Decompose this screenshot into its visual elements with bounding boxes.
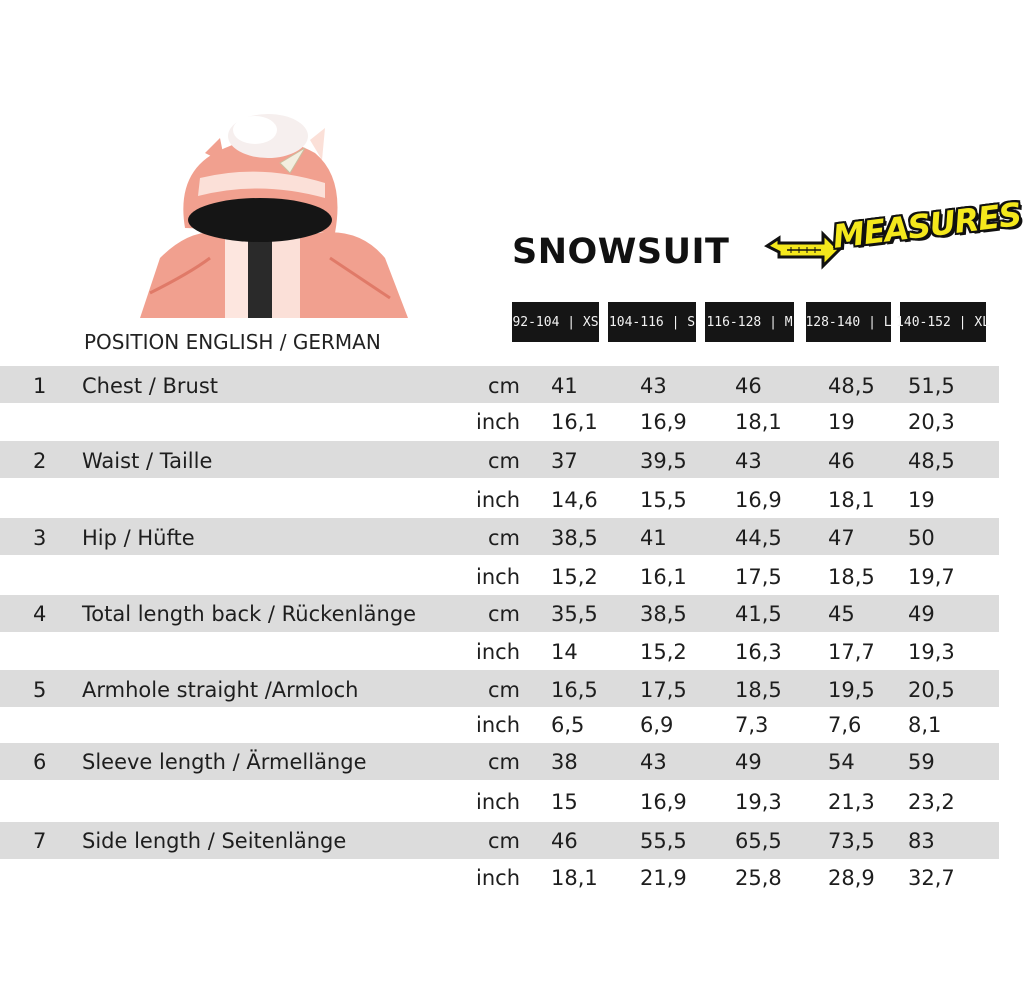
page-title: SNOWSUIT xyxy=(512,232,730,272)
value-cell: 19,5 xyxy=(828,678,875,702)
value-cell: 59 xyxy=(908,750,935,774)
value-cell: 41 xyxy=(640,526,667,550)
value-cell: 14 xyxy=(551,640,578,664)
value-cell: 16,1 xyxy=(551,410,598,434)
value-cell: 41,5 xyxy=(735,602,782,626)
value-cell: 37 xyxy=(551,449,578,473)
unit-label: inch xyxy=(476,866,520,890)
value-cell: 8,1 xyxy=(908,713,942,737)
value-cell: 35,5 xyxy=(551,602,598,626)
value-cell: 18,5 xyxy=(828,565,875,589)
value-cell: 48,5 xyxy=(828,374,875,398)
value-cell: 20,5 xyxy=(908,678,955,702)
value-cell: 18,1 xyxy=(735,410,782,434)
value-cell: 16,5 xyxy=(551,678,598,702)
value-cell: 18,1 xyxy=(828,488,875,512)
value-cell: 21,3 xyxy=(828,790,875,814)
size-tag-l: 128-140 | L xyxy=(806,302,891,342)
value-cell: 19,3 xyxy=(908,640,955,664)
value-cell: 19 xyxy=(828,410,855,434)
unit-label: cm xyxy=(487,602,520,626)
value-cell: 49 xyxy=(908,602,935,626)
value-cell: 43 xyxy=(735,449,762,473)
unit-label: inch xyxy=(476,640,520,664)
value-cell: 19,7 xyxy=(908,565,955,589)
position-label: Armhole straight /Armloch xyxy=(82,678,359,702)
value-cell: 46 xyxy=(551,829,578,853)
value-cell: 39,5 xyxy=(640,449,687,473)
value-cell: 28,9 xyxy=(828,866,875,890)
value-cell: 7,3 xyxy=(735,713,769,737)
value-cell: 45 xyxy=(828,602,855,626)
position-number: 1 xyxy=(33,374,47,398)
value-cell: 83 xyxy=(908,829,935,853)
value-cell: 14,6 xyxy=(551,488,598,512)
value-cell: 46 xyxy=(828,449,855,473)
value-cell: 38,5 xyxy=(640,602,687,626)
value-cell: 7,6 xyxy=(828,713,862,737)
size-tag-xl: 140-152 | XL xyxy=(900,302,986,342)
value-cell: 18,5 xyxy=(735,678,782,702)
value-cell: 55,5 xyxy=(640,829,687,853)
value-cell: 16,3 xyxy=(735,640,782,664)
unit-label: cm xyxy=(487,750,520,774)
measures-badge xyxy=(765,195,1023,282)
position-number: 5 xyxy=(33,678,47,702)
unit-label: cm xyxy=(487,374,520,398)
value-cell: 19 xyxy=(908,488,935,512)
value-cell: 6,5 xyxy=(551,713,585,737)
value-cell: 49 xyxy=(735,750,762,774)
unit-label: inch xyxy=(476,410,520,434)
value-cell: 16,1 xyxy=(640,565,687,589)
value-cell: 16,9 xyxy=(735,488,782,512)
value-cell: 23,2 xyxy=(908,790,955,814)
value-cell: 47 xyxy=(828,526,855,550)
value-cell: 32,7 xyxy=(908,866,955,890)
value-cell: 44,5 xyxy=(735,526,782,550)
value-cell: 16,9 xyxy=(640,790,687,814)
position-number: 3 xyxy=(33,526,47,550)
value-cell: 15 xyxy=(551,790,578,814)
value-cell: 41 xyxy=(551,374,578,398)
value-cell: 43 xyxy=(640,374,667,398)
unit-label: inch xyxy=(476,488,520,512)
value-cell: 54 xyxy=(828,750,855,774)
position-number: 4 xyxy=(33,602,47,626)
value-cell: 17,7 xyxy=(828,640,875,664)
unit-label: inch xyxy=(476,790,520,814)
size-tag-s: 104-116 | S xyxy=(608,302,696,342)
position-label: Side length / Seitenlänge xyxy=(82,829,347,853)
value-cell: 73,5 xyxy=(828,829,875,853)
value-cell: 65,5 xyxy=(735,829,782,853)
value-cell: 50 xyxy=(908,526,935,550)
value-cell: 38,5 xyxy=(551,526,598,550)
value-cell: 15,2 xyxy=(640,640,687,664)
value-cell: 16,9 xyxy=(640,410,687,434)
position-number: 6 xyxy=(33,750,47,774)
unit-label: inch xyxy=(476,713,520,737)
value-cell: 17,5 xyxy=(735,565,782,589)
value-cell: 25,8 xyxy=(735,866,782,890)
value-cell: 17,5 xyxy=(640,678,687,702)
value-cell: 38 xyxy=(551,750,578,774)
value-cell: 21,9 xyxy=(640,866,687,890)
value-cell: 46 xyxy=(735,374,762,398)
measures-label: MEASURES xyxy=(830,195,1023,256)
value-cell: 6,9 xyxy=(640,713,674,737)
position-label: Sleeve length / Ärmellänge xyxy=(82,750,367,774)
unit-label: cm xyxy=(487,678,520,702)
position-label: Chest / Brust xyxy=(82,374,219,398)
position-header: POSITION ENGLISH / GERMAN xyxy=(84,330,381,354)
size-tag-m: 116-128 | M xyxy=(705,302,794,342)
size-tag-xs: 92-104 | XS xyxy=(512,302,599,342)
value-cell: 15,5 xyxy=(640,488,687,512)
value-cell: 18,1 xyxy=(551,866,598,890)
value-cell: 43 xyxy=(640,750,667,774)
product-photo xyxy=(130,108,410,318)
position-number: 7 xyxy=(33,829,47,853)
value-cell: 20,3 xyxy=(908,410,955,434)
position-number: 2 xyxy=(33,449,47,473)
position-label: Waist / Taille xyxy=(82,449,213,473)
value-cell: 15,2 xyxy=(551,565,598,589)
unit-label: inch xyxy=(476,565,520,589)
position-label: Hip / Hüfte xyxy=(82,526,195,550)
value-cell: 19,3 xyxy=(735,790,782,814)
unit-label: cm xyxy=(487,526,520,550)
value-cell: 51,5 xyxy=(908,374,955,398)
position-label: Total length back / Rückenlänge xyxy=(82,602,417,626)
value-cell: 48,5 xyxy=(908,449,955,473)
unit-label: cm xyxy=(487,449,520,473)
unit-label: cm xyxy=(487,829,520,853)
